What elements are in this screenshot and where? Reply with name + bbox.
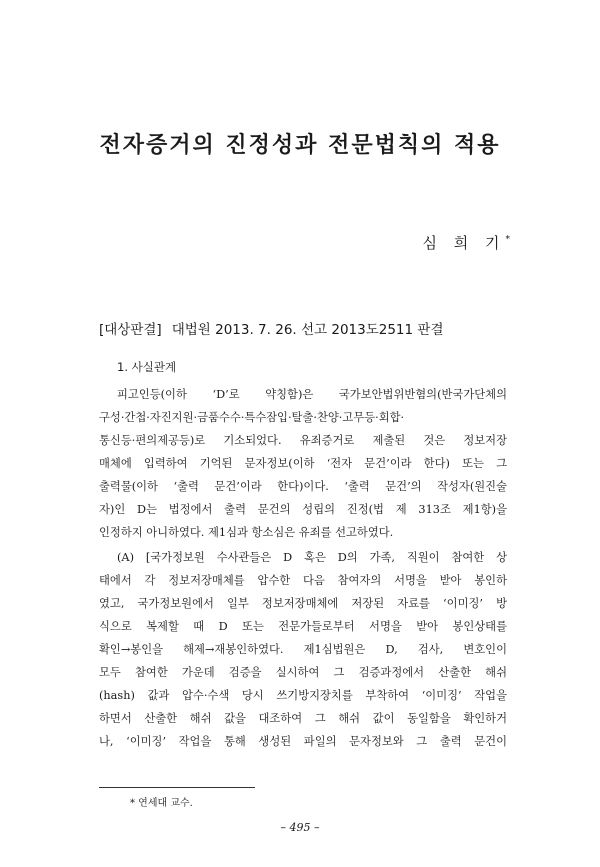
body-line: 식으로 복제할 때 D 또는 전문가들로부터 서명을 받아 봉인상태를 bbox=[99, 620, 507, 633]
body-line: 구성·간첩·자진지원·금품수수·특수잠입·탈출·찬양·고무등·회합· bbox=[99, 411, 405, 424]
body-line: 출력물(이하 ‘출력 문건’이라 한다)이다. ‘출력 문건’의 작성자(원진술 bbox=[99, 480, 507, 493]
body-line: 나, ‘이미징’ 작업을 통해 생성된 파일의 문자정보와 그 출력 문건이 bbox=[99, 735, 507, 748]
footnote-rule bbox=[99, 787, 255, 788]
paper-title: 전자증거의 진정성과 전문법칙의 적용 bbox=[99, 132, 501, 158]
body-line: 인정하지 아니하였다. 제1심과 항소심은 유죄를 선고하였다. bbox=[99, 526, 394, 539]
body-line: 하면서 산출한 해쉬 값을 대조하여 그 해쉬 값이 동일함을 확인하거 bbox=[99, 712, 507, 725]
case-reference bbox=[99, 318, 444, 338]
author-name: 심 희 기 bbox=[422, 234, 506, 252]
body-line: 였고, 국가정보원에서 일부 정보저장매체에 저장된 자료를 ‘이미징’ 방 bbox=[99, 597, 507, 610]
body-line: 자)인 D는 법정에서 출력 문건의 성립의 진정(법 제 313조 제1항)을 bbox=[99, 503, 507, 516]
body-line: 매체에 입력하여 기억된 문자정보(이하 ‘전자 문건’이라 한다) 또는 그 bbox=[99, 457, 507, 470]
body-line: 태에서 각 정보저장매체를 압수한 다음 참여자의 서명을 받아 봉인하 bbox=[99, 574, 507, 587]
body-line: 확인→봉인을 해제→재봉인하였다. 제1심법원은 D, 검사, 변호인이 bbox=[99, 643, 507, 656]
footnote: * 연세대 교수. bbox=[130, 798, 193, 809]
body-line: 통신등·편의제공등)로 기소되었다. 유죄증거로 제출된 것은 정보저장 bbox=[99, 434, 507, 447]
body-line: (A) [국가정보원 수사관들은 D 혹은 D의 가족, 직원이 참여한 상 bbox=[117, 551, 507, 564]
page-number: – 495 – bbox=[280, 821, 320, 834]
body-line: (hash) 값과 압수·수색 당시 쓰기방지장치를 부착하여 ‘이미징’ 작업을 bbox=[99, 689, 507, 702]
body-line: 모두 참여한 가운데 검증을 실시하여 그 검증과정에서 산출한 해쉬 bbox=[99, 666, 507, 679]
case-text: 대법원 2013. 7. 26. 선고 2013도2511 판결 bbox=[171, 322, 444, 338]
body-line: 피고인등(이하 ‘D’로 약칭함)은 국가보안법위반혐의(반국가단체의 bbox=[117, 388, 507, 401]
case-label: [대상판결] bbox=[99, 322, 162, 338]
section-heading: 1. 사실관계 bbox=[117, 360, 177, 374]
author-line bbox=[422, 232, 510, 253]
author-footnote-marker: * bbox=[505, 235, 510, 245]
